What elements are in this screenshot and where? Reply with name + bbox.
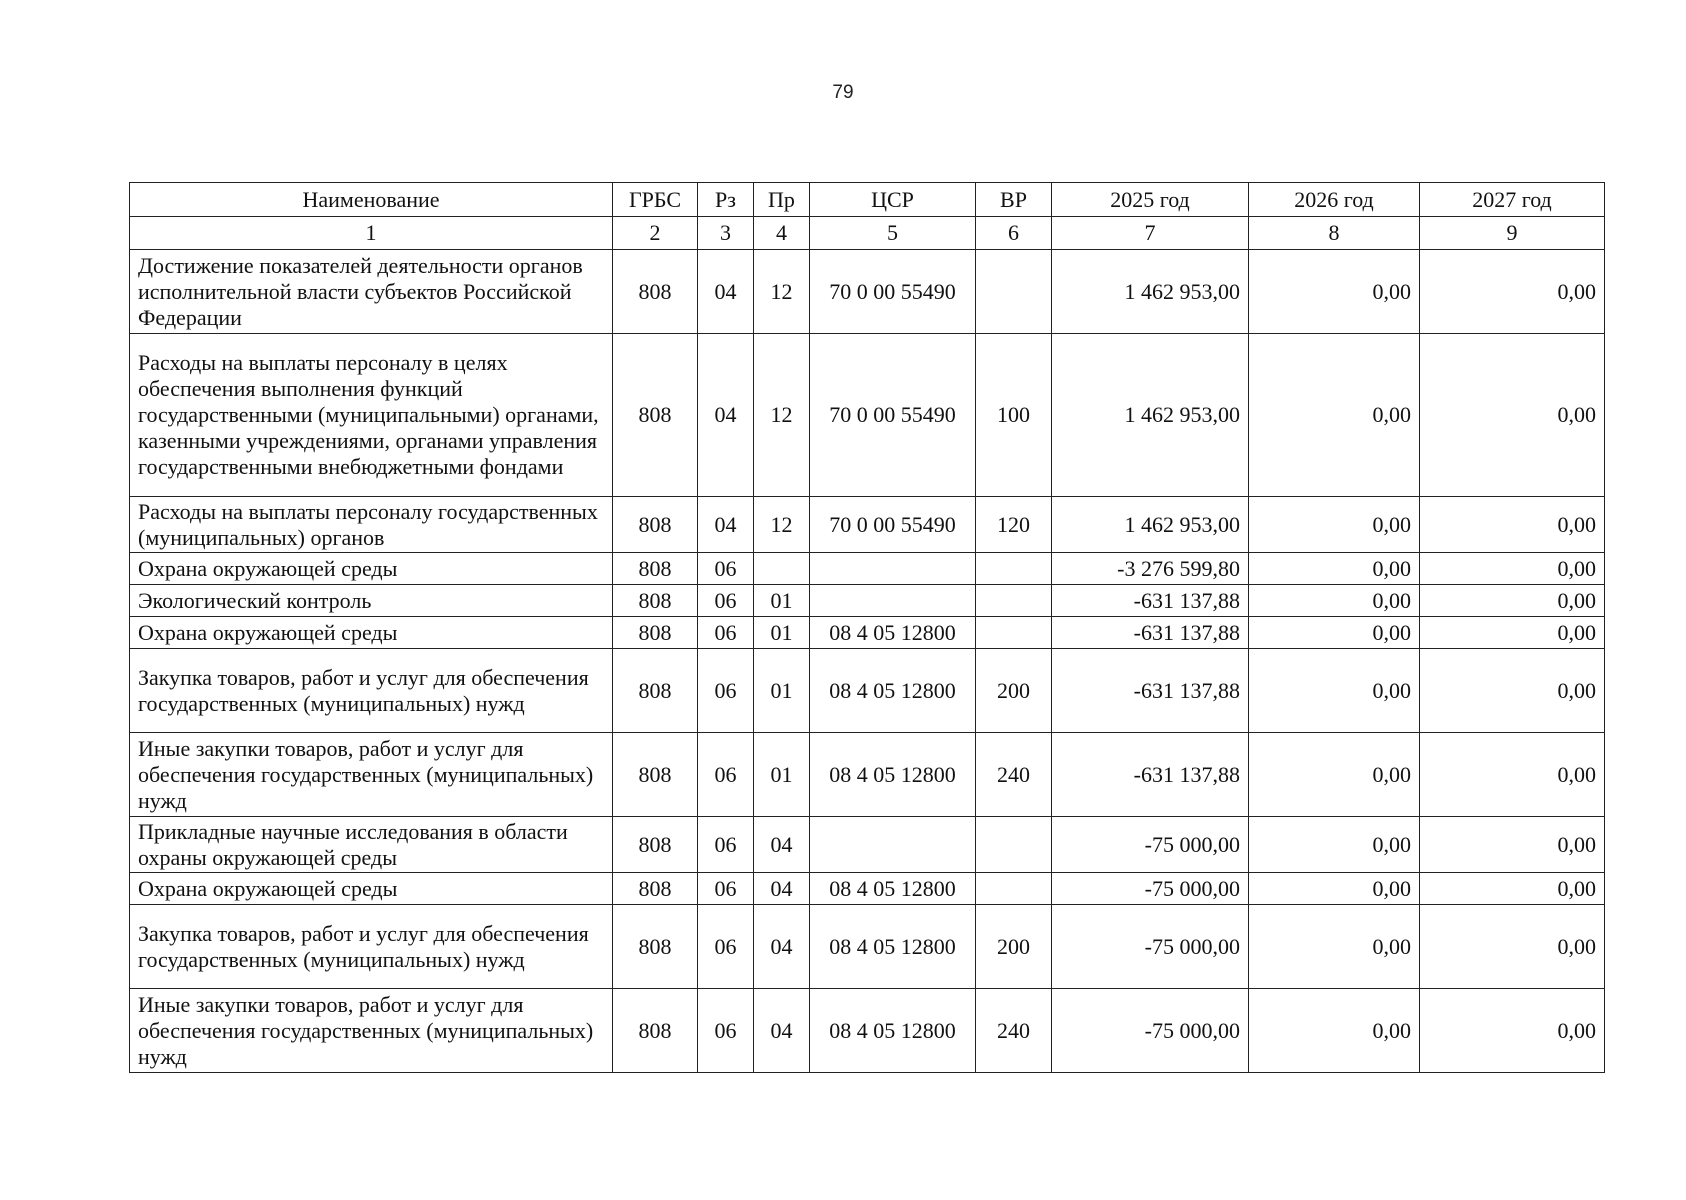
row-pr: 01 <box>754 617 810 649</box>
page-number: 79 <box>832 82 854 103</box>
row-rz: 06 <box>698 733 754 817</box>
row-rz: 04 <box>698 497 754 553</box>
row-vr: 240 <box>976 733 1052 817</box>
header-pr: Пр <box>754 183 810 217</box>
row-pr: 01 <box>754 585 810 617</box>
row-vr <box>976 873 1052 905</box>
row-amount-2025: -75 000,00 <box>1052 873 1249 905</box>
table-row <box>130 905 1605 989</box>
row-rz: 06 <box>698 817 754 873</box>
table-row <box>130 497 1605 553</box>
row-name: Иные закупки товаров, работ и услуг для обеспечения государственных (муниципальных) нужд <box>130 733 613 817</box>
row-amount-2025: 1 462 953,00 <box>1052 250 1249 334</box>
row-amount-2025: -631 137,88 <box>1052 617 1249 649</box>
row-amount-2026: 0,00 <box>1249 733 1420 817</box>
row-name: Прикладные научные исследования в области охраны окружающей среды <box>130 817 613 873</box>
row-pr: 01 <box>754 649 810 733</box>
row-grbs: 808 <box>613 989 698 1073</box>
row-amount-2025: -631 137,88 <box>1052 733 1249 817</box>
row-vr <box>976 250 1052 334</box>
column-number: 2 <box>613 217 698 250</box>
row-grbs: 808 <box>613 873 698 905</box>
row-csr: 70 0 00 55490 <box>810 250 976 334</box>
row-amount-2025: -3 276 599,80 <box>1052 553 1249 585</box>
row-amount-2027: 0,00 <box>1420 817 1605 873</box>
row-pr: 12 <box>754 250 810 334</box>
row-name: Расходы на выплаты персоналу в целях обеспечения выполнения функций государственными (муниципальными) органами, казенными учреждениями, органами управления государственными внебюджетными фондами <box>130 334 613 497</box>
row-amount-2026: 0,00 <box>1249 497 1420 553</box>
row-grbs: 808 <box>613 553 698 585</box>
row-vr: 240 <box>976 989 1052 1073</box>
row-amount-2025: 1 462 953,00 <box>1052 334 1249 497</box>
table-row <box>130 585 1605 617</box>
row-name: Закупка товаров, работ и услуг для обеспечения государственных (муниципальных) нужд <box>130 905 613 989</box>
row-csr <box>810 817 976 873</box>
row-csr: 08 4 05 12800 <box>810 989 976 1073</box>
row-pr: 01 <box>754 733 810 817</box>
header-2026: 2026 год <box>1249 183 1420 217</box>
row-csr: 08 4 05 12800 <box>810 733 976 817</box>
header-grbs: ГРБС <box>613 183 698 217</box>
row-rz: 06 <box>698 553 754 585</box>
row-grbs: 808 <box>613 585 698 617</box>
row-amount-2025: -631 137,88 <box>1052 649 1249 733</box>
row-vr <box>976 617 1052 649</box>
row-amount-2025: -75 000,00 <box>1052 817 1249 873</box>
row-vr <box>976 553 1052 585</box>
row-vr: 200 <box>976 649 1052 733</box>
budget-table <box>129 182 1605 1073</box>
row-rz: 06 <box>698 649 754 733</box>
row-grbs: 808 <box>613 250 698 334</box>
row-name: Иные закупки товаров, работ и услуг для обеспечения государственных (муниципальных) нужд <box>130 989 613 1073</box>
row-amount-2027: 0,00 <box>1420 649 1605 733</box>
row-amount-2026: 0,00 <box>1249 989 1420 1073</box>
row-rz: 06 <box>698 585 754 617</box>
row-rz: 04 <box>698 334 754 497</box>
table-row <box>130 617 1605 649</box>
row-amount-2026: 0,00 <box>1249 905 1420 989</box>
row-amount-2026: 0,00 <box>1249 617 1420 649</box>
row-rz: 04 <box>698 250 754 334</box>
header-name: Наименование <box>130 183 613 217</box>
row-amount-2025: 1 462 953,00 <box>1052 497 1249 553</box>
table-row <box>130 250 1605 334</box>
row-amount-2027: 0,00 <box>1420 733 1605 817</box>
row-name: Достижение показателей деятельности органов исполнительной власти субъектов Российской Федерации <box>130 250 613 334</box>
row-csr: 70 0 00 55490 <box>810 497 976 553</box>
header-row <box>130 183 1605 217</box>
row-csr: 08 4 05 12800 <box>810 617 976 649</box>
header-rz: Рз <box>698 183 754 217</box>
row-grbs: 808 <box>613 733 698 817</box>
row-amount-2026: 0,00 <box>1249 873 1420 905</box>
row-grbs: 808 <box>613 497 698 553</box>
column-number: 7 <box>1052 217 1249 250</box>
row-amount-2026: 0,00 <box>1249 649 1420 733</box>
row-pr: 04 <box>754 989 810 1073</box>
row-amount-2026: 0,00 <box>1249 250 1420 334</box>
row-name: Охрана окружающей среды <box>130 617 613 649</box>
row-vr <box>976 585 1052 617</box>
column-number-row <box>130 217 1605 250</box>
row-csr: 08 4 05 12800 <box>810 873 976 905</box>
row-csr: 08 4 05 12800 <box>810 905 976 989</box>
row-amount-2027: 0,00 <box>1420 873 1605 905</box>
row-csr: 70 0 00 55490 <box>810 334 976 497</box>
column-number: 6 <box>976 217 1052 250</box>
row-grbs: 808 <box>613 905 698 989</box>
row-name: Охрана окружающей среды <box>130 553 613 585</box>
row-amount-2027: 0,00 <box>1420 497 1605 553</box>
row-rz: 06 <box>698 617 754 649</box>
row-rz: 06 <box>698 989 754 1073</box>
row-name: Закупка товаров, работ и услуг для обеспечения государственных (муниципальных) нужд <box>130 649 613 733</box>
row-amount-2026: 0,00 <box>1249 334 1420 497</box>
row-csr <box>810 553 976 585</box>
row-amount-2026: 0,00 <box>1249 817 1420 873</box>
column-number: 1 <box>130 217 613 250</box>
row-grbs: 808 <box>613 817 698 873</box>
column-number: 4 <box>754 217 810 250</box>
row-grbs: 808 <box>613 649 698 733</box>
table-row <box>130 989 1605 1073</box>
header-csr: ЦСР <box>810 183 976 217</box>
table-row <box>130 873 1605 905</box>
row-vr: 100 <box>976 334 1052 497</box>
row-grbs: 808 <box>613 617 698 649</box>
row-amount-2026: 0,00 <box>1249 553 1420 585</box>
row-name: Расходы на выплаты персоналу государственных (муниципальных) органов <box>130 497 613 553</box>
row-amount-2027: 0,00 <box>1420 989 1605 1073</box>
table-row <box>130 733 1605 817</box>
row-amount-2026: 0,00 <box>1249 585 1420 617</box>
column-number: 3 <box>698 217 754 250</box>
table-row <box>130 553 1605 585</box>
row-pr <box>754 553 810 585</box>
row-name: Охрана окружающей среды <box>130 873 613 905</box>
table-row <box>130 649 1605 733</box>
header-2027: 2027 год <box>1420 183 1605 217</box>
header-vr: ВР <box>976 183 1052 217</box>
row-pr: 12 <box>754 497 810 553</box>
row-amount-2025: -75 000,00 <box>1052 989 1249 1073</box>
row-amount-2025: -631 137,88 <box>1052 585 1249 617</box>
row-amount-2027: 0,00 <box>1420 905 1605 989</box>
row-vr: 200 <box>976 905 1052 989</box>
row-vr: 120 <box>976 497 1052 553</box>
row-csr <box>810 585 976 617</box>
row-grbs: 808 <box>613 334 698 497</box>
row-vr <box>976 817 1052 873</box>
row-rz: 06 <box>698 873 754 905</box>
header-2025: 2025 год <box>1052 183 1249 217</box>
row-pr: 04 <box>754 873 810 905</box>
row-amount-2027: 0,00 <box>1420 334 1605 497</box>
row-amount-2025: -75 000,00 <box>1052 905 1249 989</box>
row-name: Экологический контроль <box>130 585 613 617</box>
row-pr: 12 <box>754 334 810 497</box>
row-amount-2027: 0,00 <box>1420 585 1605 617</box>
row-amount-2027: 0,00 <box>1420 617 1605 649</box>
table-row <box>130 817 1605 873</box>
row-pr: 04 <box>754 817 810 873</box>
column-number: 8 <box>1249 217 1420 250</box>
row-csr: 08 4 05 12800 <box>810 649 976 733</box>
row-rz: 06 <box>698 905 754 989</box>
column-number: 5 <box>810 217 976 250</box>
row-amount-2027: 0,00 <box>1420 250 1605 334</box>
row-amount-2027: 0,00 <box>1420 553 1605 585</box>
row-pr: 04 <box>754 905 810 989</box>
table-row <box>130 334 1605 497</box>
column-number: 9 <box>1420 217 1605 250</box>
